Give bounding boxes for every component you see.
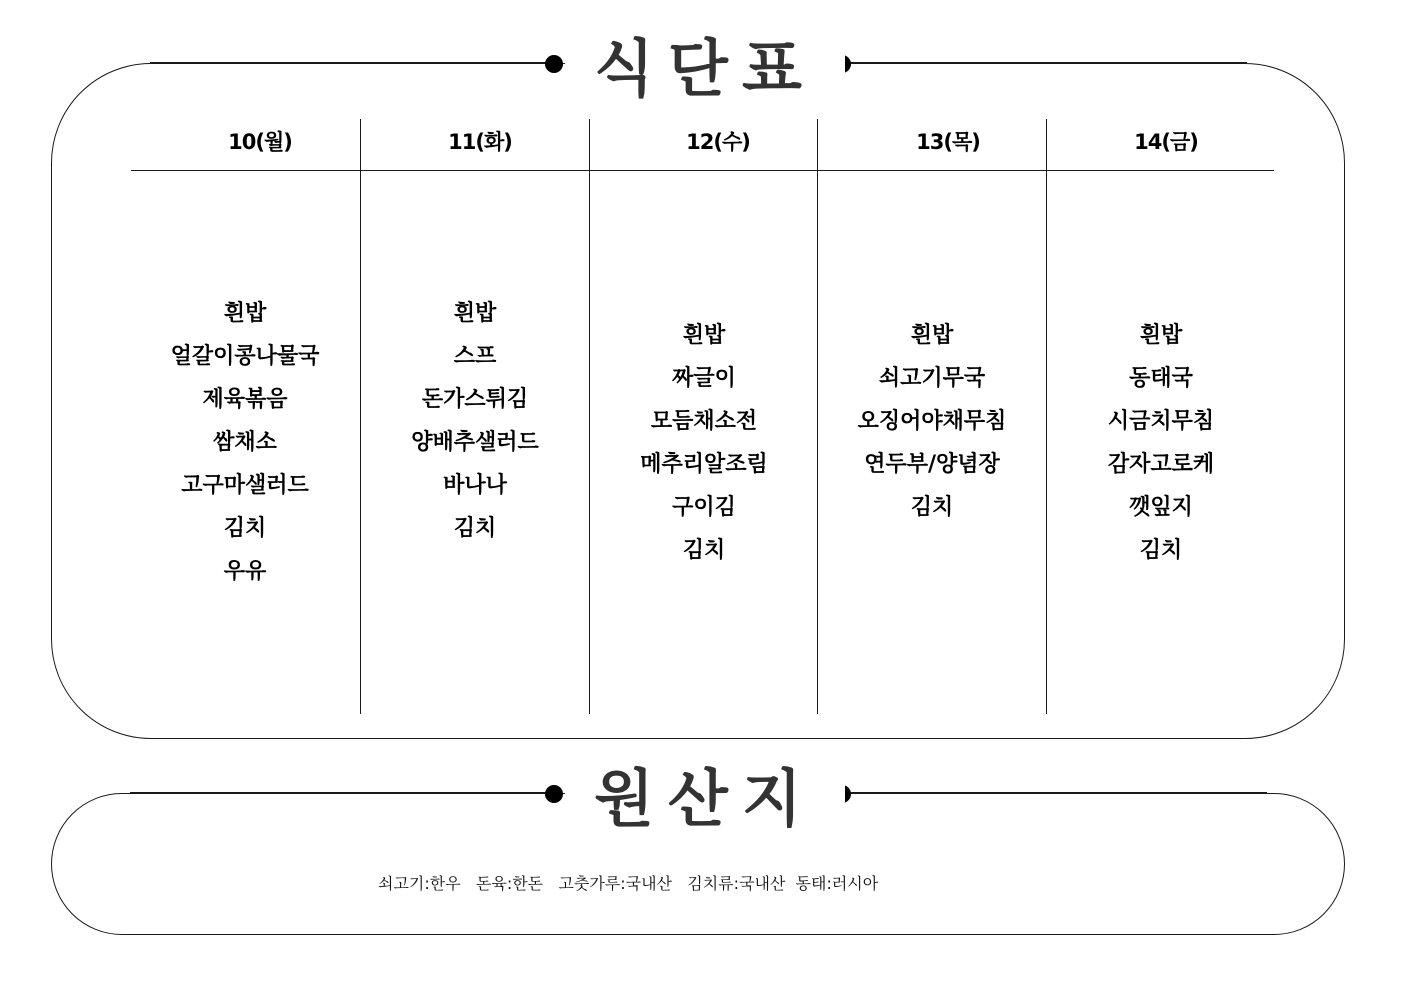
menu-title-dot-left: [545, 55, 563, 73]
dish-item: 제육볶음: [202, 387, 288, 412]
origin-info: 쇠고기:한우 돈육:한돈 고춧가루:국내산 김치류:국내산 동태:러시아: [378, 874, 879, 893]
dish-item: 흰밥: [682, 323, 726, 348]
dish-item: 깻잎지: [1129, 495, 1193, 520]
dish-item: 흰밥: [453, 301, 497, 326]
dish-item: 바나나: [443, 473, 507, 498]
day-column-mon: [131, 292, 359, 593]
dish-item: 김치: [910, 495, 954, 520]
day-header-tue: 11(화): [448, 130, 512, 154]
day-column-fri: [1047, 314, 1275, 572]
menu-title-line-right: [842, 62, 1247, 64]
menu-title-line-left: [150, 62, 555, 64]
dish-item: 쌈채소: [213, 430, 277, 455]
dish-item: 구이김: [672, 495, 736, 520]
dish-item: 고구마샐러드: [181, 473, 309, 498]
dish-item: 오징어야채무침: [857, 409, 1007, 434]
origin-title: 원산지: [565, 768, 845, 830]
dish-item: 김치: [223, 516, 267, 541]
dish-item: 흰밥: [910, 323, 954, 348]
dish-item: 메추리알조림: [640, 452, 768, 477]
origin-title-line-left: [130, 792, 555, 794]
dish-item: 스프: [453, 344, 497, 369]
dish-item: 돈가스튀김: [421, 387, 529, 412]
day-header-mon: 10(월): [228, 130, 292, 154]
dish-item: 흰밥: [1139, 323, 1183, 348]
dish-item: 흰밥: [223, 301, 267, 326]
origin-title-dot-left: [545, 785, 563, 803]
menu-title: 식단표: [565, 38, 845, 100]
dish-item: 모듬채소전: [650, 409, 758, 434]
day-column-wed: [590, 314, 818, 572]
origin-title-line-right: [842, 792, 1267, 794]
dish-item: 김치: [1139, 538, 1183, 563]
dish-item: 우유: [223, 559, 267, 584]
dish-item: 연두부/양념장: [864, 452, 1000, 477]
day-column-thu: [818, 314, 1046, 529]
dish-item: 감자고로케: [1107, 452, 1215, 477]
dish-item: 김치: [682, 538, 726, 563]
dish-item: 김치: [453, 516, 497, 541]
dish-item: 얼갈이콩나물국: [170, 344, 320, 369]
header-divider: [131, 170, 1274, 171]
dish-item: 짜글이: [672, 366, 736, 391]
day-column-tue: [361, 292, 589, 550]
dish-item: 양배추샐러드: [411, 430, 539, 455]
dish-item: 동태국: [1129, 366, 1193, 391]
dish-item: 쇠고기무국: [878, 366, 986, 391]
day-header-wed: 12(수): [686, 130, 750, 154]
day-header-thu: 13(목): [916, 130, 980, 154]
day-header-fri: 14(금): [1134, 130, 1198, 154]
dish-item: 시금치무침: [1107, 409, 1215, 434]
